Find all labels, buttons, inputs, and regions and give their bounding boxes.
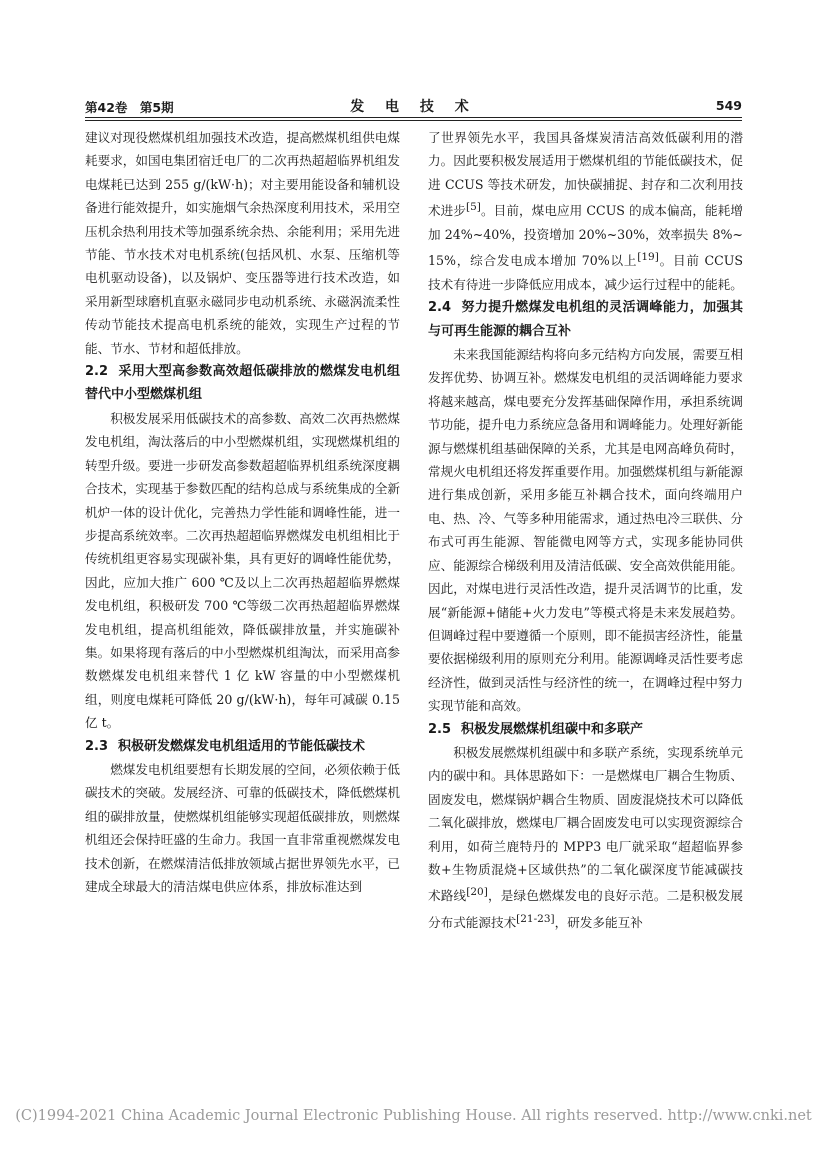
- paragraph: 积极发展采用低碳技术的高参数、高效二次再热燃煤发电机组，淘汰落后的中小型燃煤机组，实现燃煤机组的转型升级。要进一步研发高参数超超临界机组系统深度耦合技术，实现基于参数匹配的结构总成与系统集成的全新机炉一体的设计优化，完善热力学性能和调峰性能，进一步提高系统效率。二次再热超超临界燃煤发电机组相比于传统机组更容易实现碳补集，具有更好的调峰性能优势，因此，应加大推广 600 ℃及以上二次再热超超临界燃煤发电机组，积极研发 700 ℃等级二次再热超超临界燃煤发电机组，提高机组能效，降低碳排放量，并实施碳补集。如果将现有落后的中小型燃煤机组淘汰，而采用高参数燃煤发电机组来替代 1 亿 kW 容量的中小型燃煤机组，则度电煤耗可降低 20 g/(kW·h)，每年可减碳 0.15 亿 t。: [85, 410, 400, 731]
- header-rule-thick: [85, 117, 742, 118]
- paragraph-continued: 建议对现役燃煤机组加强技术改造，提高燃煤机组供电煤耗要求，如国电集团宿迁电厂的二次再热超超临界机组发电煤耗已达到 255 g/(kW·h)；对主要用能设备和辅机设备进行能效提升，如实施烟气余热深度利用技术，采用空压机余热利用技术等加强系统余热、余能利用；采用先进节能、节水技术对电机系统(包括风机、水泵、压缩机等电机驱动设备)，以及锅炉、变压器等进行技术改造，如采用新型球磨机直驱永磁同步电动机系统、永磁涡流柔性传动节能技术提高电机系统的能效，实现生产过程的节能、节水、节材和超低排放。: [85, 130, 400, 356]
- citation-19: [19]: [637, 251, 659, 264]
- citation-21-23: [21-23]: [516, 912, 555, 925]
- running-header: [85, 98, 742, 116]
- header-rule-thin: [85, 120, 742, 121]
- citation-20: [20]: [466, 886, 488, 899]
- section-heading-2-4: [428, 296, 743, 343]
- text-run: 。目前，煤电应用 CCUS 的成本偏高，能耗增加 24%~40%，投资增加 20%~30%，效率损失 8%~15%，综合发电成本增加 70%以上: [428, 203, 743, 269]
- paragraph: [428, 741, 743, 935]
- section-title: 努力提升燃煤发电机组的灵活调峰能力，加强其与可再生能源的耦合互补: [428, 300, 743, 339]
- text-run: ，是绿色燃煤发电的良好示范。二是积极发展分布式能源技术: [428, 888, 744, 931]
- paragraph: 燃煤发电机组要想有长期发展的空间，必须依赖于低碳技术的突破。发展经济、可靠的低碳技术，降低燃煤机组的碳排放量，使燃煤机组能够实现超低碳排放，则燃煤机组还会保持旺盛的生命力。我国一直非常重视燃煤发电技术创新，在燃煤清洁低排放领域占据世界领先水平，已建成全球最大的清洁煤电供应体系，排放标准达到: [85, 761, 400, 894]
- section-number: 2.2: [85, 364, 109, 380]
- paragraph: 未来我国能源结构将向多元结构方向发展，需要互相发挥优势、协调互补。燃煤发电机组的灵活调峰能力要求将越来越高，煤电要充分发挥基础保障作用，承担系统调节功能，提升电力系统应急备用和调峰能力。处理好新能源与燃煤机组基础保障的关系，尤其是电网高峰负荷时，常规火电机组还将发挥重要作用。加强燃煤机组与新能源进行集成创新，采用多能互补耦合技术，面向终端用户电、热、冷、气等多种用能需求，通过热电冷三联供、分布式可再生能源、智能微电网等方式，实现多能协同供应、能源综合梯级利用及清洁低碳、安全高效供能用能。因此，对煤电进行灵活性改造，提升灵活调节的比重，发展“新能源+储能+火力发电”等模式将是未来发展趋势。但调峰过程中要遵循一个原则，即不能损害经济性，能量要依据梯级利用的原则充分利用。能源调峰灵活性要考虑经济性，做到灵活性与经济性的统一，在调峰过程中努力实现节能和高效。: [428, 347, 743, 714]
- section-title: 积极发展燃煤机组碳中和多联产: [461, 721, 644, 737]
- text-run: 积极发展燃煤机组碳中和多联产系统，实现系统单元内的碳中和。具体思路如下：一是燃煤电厂耦合生物质、固废发电，燃煤锅炉耦合生物质、固废混烧技术可以降低二氧化碳排放，燃煤电厂耦合固废发电可以实现资源综合利用，如荷兰鹿特丹的 MPP3 电厂就采取“超超临界参数+生物质混烧+区域供热”的二氧化碳深度节能减碳技术路线: [428, 744, 743, 904]
- journal-name: 发 电 技 术: [350, 99, 477, 115]
- section-heading-2-5: [428, 718, 743, 741]
- right-column: [428, 126, 743, 935]
- section-title: 积极研发燃煤发电机组适用的节能低碳技术: [118, 738, 366, 754]
- paragraph-continued: [428, 126, 743, 296]
- section-heading-2-2: [85, 360, 400, 407]
- citation-5: [5]: [466, 201, 481, 214]
- page-number: 549: [715, 98, 742, 113]
- section-number: 2.5: [428, 721, 452, 737]
- section-heading-2-3: [85, 735, 400, 758]
- section-title: 采用大型高参数高效超低碳排放的燃煤发电机组替代中小型燃煤机组: [85, 364, 400, 403]
- section-number: 2.3: [85, 738, 109, 754]
- left-column: [85, 126, 400, 898]
- copyright-footer: (C)1994-2021 China Academic Journal Electronic Publishing House. All rights reserved. http://www.cnki.net: [15, 1108, 812, 1124]
- volume-issue: 第42卷 第5期: [85, 100, 174, 115]
- text-run: 了世界领先水平，我国具备煤炭清洁高效低碳利用的潜力。因此要积极发展适用于燃煤机组的节能低碳技术，促进 CCUS 等技术研发，加快碳捕捉、封存和二次利用技术进步: [428, 130, 743, 219]
- text-run: 。目前 CCUS 技术有待进一步降低应用成本，减少运行过程中的能耗。: [428, 253, 743, 292]
- text-run: ，研发多能互补: [554, 915, 643, 931]
- section-number: 2.4: [428, 300, 452, 316]
